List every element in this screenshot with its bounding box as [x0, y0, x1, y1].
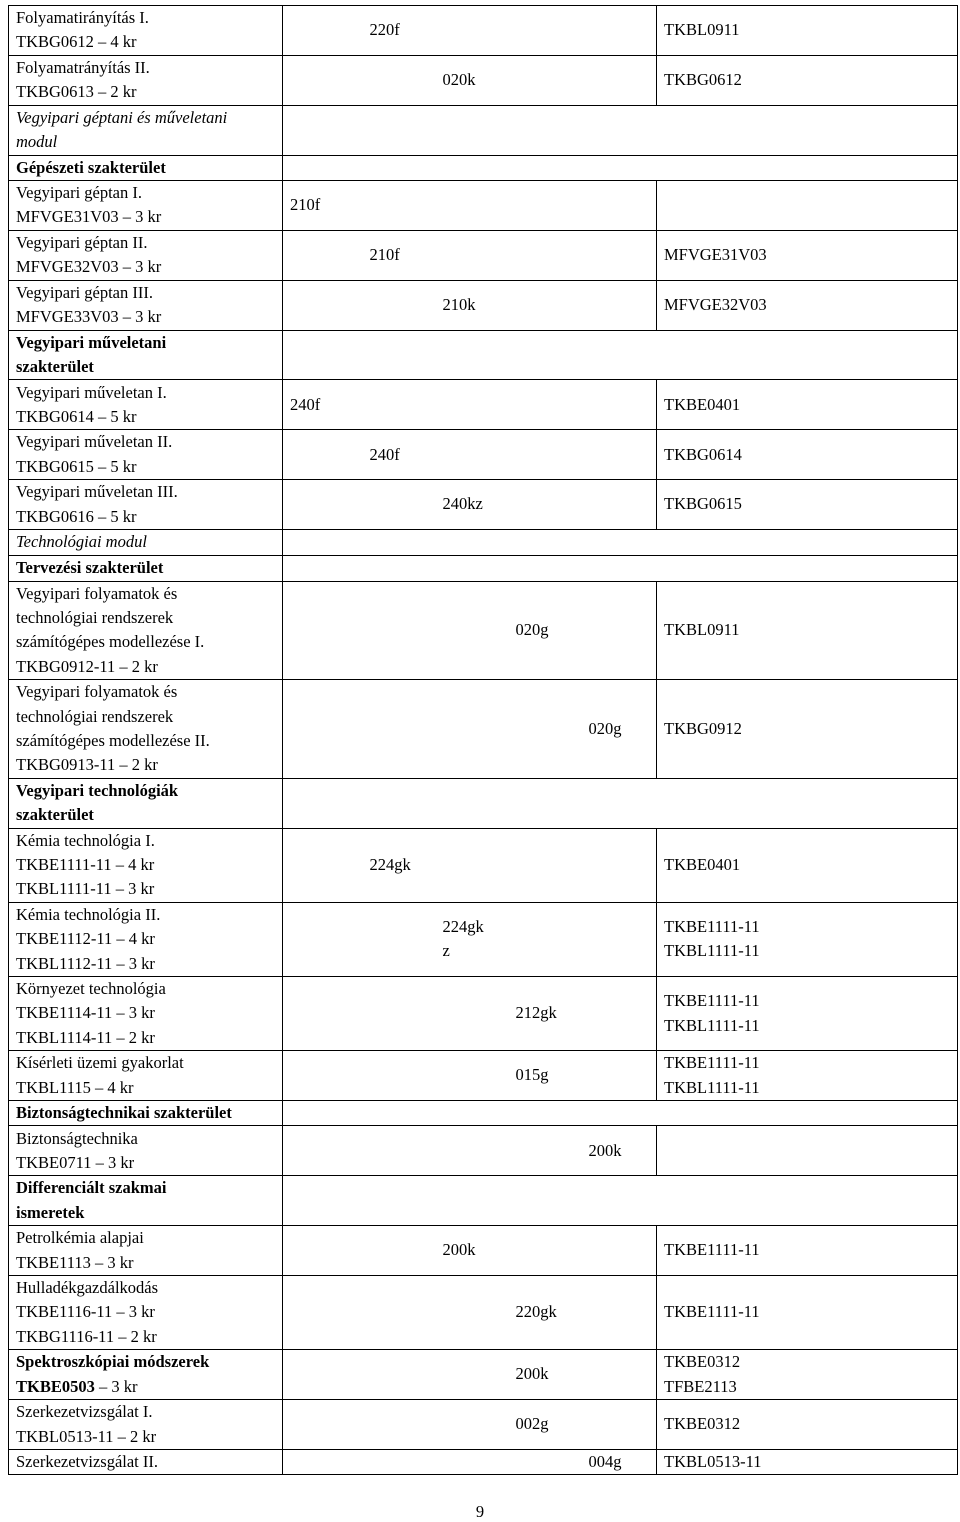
prerequisite-code: TKBE1111-11 — [664, 916, 760, 936]
prerequisite-cell — [657, 1051, 958, 1101]
semester-cell — [436, 230, 657, 280]
semester-cell — [363, 181, 657, 231]
course-line: MFVGE33V03 – 3 kr — [16, 307, 162, 327]
semester-cell — [436, 828, 657, 902]
course-row — [9, 1126, 958, 1176]
section-row — [9, 1101, 958, 1126]
prerequisite-cell — [657, 1400, 958, 1450]
semester-cell — [582, 1350, 657, 1400]
semester-code: 240kz — [436, 480, 509, 530]
course-row — [9, 828, 958, 902]
course-line: TKBE0503 – 3 kr — [16, 1376, 138, 1396]
course-name-cell — [9, 181, 283, 231]
course-line: TKBE1116-11 – 3 kr — [16, 1302, 155, 1322]
course-line: TKBL1114-11 – 2 kr — [16, 1027, 155, 1047]
semester-code: 224gk — [363, 828, 436, 902]
course-line: TKBE1112-11 – 4 kr — [16, 929, 155, 949]
course-name-cell — [9, 1051, 283, 1101]
semester-cell — [283, 581, 509, 680]
section-title — [9, 1176, 283, 1226]
course-line: Tervezési szakterület — [16, 558, 164, 578]
course-line: Vegyipari műveletan II. — [16, 432, 173, 452]
course-line: Környezet technológia — [16, 979, 166, 998]
semester-code: 224gk z — [436, 902, 509, 976]
empty-cell — [283, 1176, 958, 1226]
prerequisite-code: TKBE0401 — [664, 394, 741, 414]
prerequisite-cell — [657, 480, 958, 530]
prerequisite-code: TKBL0513-11 — [664, 1451, 762, 1471]
semester-cell — [582, 1051, 657, 1101]
prerequisite-code: TKBE0401 — [664, 854, 741, 874]
course-row — [9, 1051, 958, 1101]
prerequisite-cell — [657, 828, 958, 902]
course-line: Differenciált szakmai — [16, 1178, 167, 1198]
semester-cell — [509, 55, 657, 105]
empty-cell — [283, 330, 958, 380]
course-name-cell — [9, 1449, 283, 1474]
course-row — [9, 55, 958, 105]
course-name-cell — [9, 430, 283, 480]
semester-cell — [283, 902, 436, 976]
course-name-cell — [9, 828, 283, 902]
semester-code: 220gk — [509, 1276, 582, 1350]
semester-cell — [582, 1400, 657, 1450]
module-title — [9, 530, 283, 556]
course-line: Vegyipari folyamatok és — [16, 682, 178, 702]
semester-cell — [283, 1126, 582, 1176]
prerequisite-cell — [657, 1226, 958, 1276]
prerequisite-code: TKBL1111-11 — [664, 941, 760, 961]
course-name-cell — [9, 6, 283, 56]
course-line: számítógépes modellezése II. — [16, 730, 210, 750]
course-line: TKBL0513-11 – 2 kr — [16, 1426, 157, 1446]
prerequisite-code: TKBE1111-11 — [664, 1053, 760, 1073]
semester-code: 015g — [509, 1051, 582, 1101]
course-line: TKBE1114-11 – 3 kr — [16, 1003, 155, 1023]
course-line: TKBL1111-11 – 3 kr — [16, 879, 155, 899]
course-line: szakterület — [16, 805, 94, 825]
course-line: Szerkezetvizsgálat II. — [16, 1451, 159, 1471]
course-line: Kémia technológia I. — [16, 830, 155, 850]
semester-cell — [283, 1276, 509, 1350]
course-row — [9, 1400, 958, 1450]
page-number: 9 — [475, 1502, 485, 1521]
course-row — [9, 581, 958, 680]
course-name-cell — [9, 1126, 283, 1176]
semester-cell — [436, 6, 657, 56]
semester-cell — [283, 1400, 509, 1450]
semester-code: 240f — [363, 430, 436, 480]
prerequisite-cell — [657, 581, 958, 680]
prerequisite-code: TKBE0312 — [664, 1352, 741, 1372]
course-name-cell — [9, 280, 283, 330]
semester-cell — [283, 55, 436, 105]
section-title — [9, 778, 283, 828]
course-row — [9, 1449, 958, 1474]
course-line: technológiai rendszerek — [16, 607, 174, 627]
course-line: Hulladékgazdálkodás — [16, 1278, 159, 1298]
course-row — [9, 977, 958, 1051]
prerequisite-code: TKBG0615 — [664, 494, 742, 514]
course-name-cell — [9, 55, 283, 105]
semester-cell — [283, 430, 363, 480]
course-line: TKBG0616 – 5 kr — [16, 506, 137, 526]
module-title — [9, 105, 283, 155]
semester-code: 210k — [436, 280, 509, 330]
prerequisite-code: TKBE1111-11 — [664, 1240, 760, 1260]
course-line: TKBE0711 – 3 kr — [16, 1152, 135, 1172]
semester-cell — [283, 1226, 436, 1276]
prerequisite-code: MFVGE31V03 — [664, 245, 767, 265]
prerequisite-cell — [657, 680, 958, 779]
semester-code: 004g — [582, 1449, 657, 1474]
course-line: Vegyipari műveletan III. — [16, 482, 178, 502]
course-name-cell — [9, 1350, 283, 1400]
semester-cell — [283, 480, 436, 530]
empty-cell — [283, 530, 958, 556]
course-line: Vegyipari műveletani — [16, 332, 167, 352]
prerequisite-cell — [657, 1350, 958, 1400]
prerequisite-code: TKBL1111-11 — [664, 1015, 760, 1035]
course-line: MFVGE31V03 – 3 kr — [16, 207, 162, 227]
prerequisite-cell — [657, 230, 958, 280]
prerequisite-code: TKBG0612 — [664, 70, 742, 90]
prerequisite-code: TKBE0312 — [664, 1414, 741, 1434]
course-row — [9, 1276, 958, 1350]
section-title — [9, 556, 283, 581]
course-line: TKBG0912-11 – 2 kr — [16, 656, 158, 676]
semester-cell — [582, 581, 657, 680]
course-line: Folyamatirányítás I. — [16, 8, 149, 27]
prerequisite-code: TKBE1111-11 — [664, 1302, 760, 1322]
course-line: Folyamatrányítás II. — [16, 57, 150, 77]
course-row — [9, 1226, 958, 1276]
course-line: Vegyipari folyamatok és — [16, 583, 178, 603]
semester-cell — [283, 1051, 509, 1101]
empty-cell — [283, 778, 958, 828]
prerequisite-code: MFVGE32V03 — [664, 294, 767, 314]
course-row — [9, 480, 958, 530]
course-line: Kémia technológia II. — [16, 904, 161, 924]
course-name-cell — [9, 1400, 283, 1450]
semester-cell — [283, 6, 363, 56]
course-row — [9, 680, 958, 779]
course-line: Biztonságtechnika — [16, 1128, 138, 1148]
section-row — [9, 778, 958, 828]
course-line: TKBG0614 – 5 kr — [16, 406, 137, 426]
course-row — [9, 181, 958, 231]
semester-cell — [509, 902, 657, 976]
prerequisite-cell — [657, 280, 958, 330]
semester-code: 020k — [436, 55, 509, 105]
course-line: TKBG0615 – 5 kr — [16, 456, 137, 476]
prerequisite-cell — [657, 380, 958, 430]
semester-cell — [582, 1276, 657, 1350]
section-row — [9, 1176, 958, 1226]
course-line: Spektroszkópiai módszerek — [16, 1352, 210, 1372]
course-line: TKBG1116-11 – 2 kr — [16, 1326, 157, 1346]
semester-cell — [283, 680, 582, 779]
empty-cell — [283, 1101, 958, 1126]
semester-cell — [436, 430, 657, 480]
module-row — [9, 105, 958, 155]
semester-cell — [283, 280, 436, 330]
semester-cell — [509, 1226, 657, 1276]
course-name-cell — [9, 1276, 283, 1350]
course-line: TKBG0613 – 2 kr — [16, 82, 137, 102]
semester-cell — [283, 828, 363, 902]
empty-cell — [283, 155, 958, 180]
course-row — [9, 430, 958, 480]
prerequisite-cell — [657, 181, 958, 231]
semester-cell — [283, 977, 509, 1051]
semester-cell — [582, 977, 657, 1051]
course-line: TKBL1115 – 4 kr — [16, 1077, 134, 1097]
course-line: Petrolkémia alapjai — [16, 1228, 144, 1248]
semester-cell — [509, 280, 657, 330]
section-row — [9, 556, 958, 581]
semester-code: 210f — [363, 230, 436, 280]
prerequisite-cell — [657, 902, 958, 976]
prerequisite-cell — [657, 6, 958, 56]
course-name-cell — [9, 977, 283, 1051]
semester-code: 220f — [363, 6, 436, 56]
course-line: Kísérleti üzemi gyakorlat — [16, 1053, 184, 1073]
semester-code: 020g — [509, 581, 582, 680]
semester-code: 200k — [436, 1226, 509, 1276]
course-line: TKBG0612 – 4 kr — [16, 32, 137, 52]
semester-cell — [509, 480, 657, 530]
course-row — [9, 380, 958, 430]
course-name-cell — [9, 680, 283, 779]
prerequisite-cell — [657, 977, 958, 1051]
course-row — [9, 230, 958, 280]
semester-code: 002g — [509, 1400, 582, 1450]
course-line: ismeretek — [16, 1202, 85, 1222]
course-line: Szerkezetvizsgálat I. — [16, 1402, 153, 1422]
section-title — [9, 1101, 283, 1126]
curriculum-table — [8, 5, 958, 1475]
course-line: számítógépes modellezése I. — [16, 632, 205, 652]
empty-cell — [283, 556, 958, 581]
prerequisite-cell — [657, 1126, 958, 1176]
prerequisite-code: TKBL0911 — [664, 20, 740, 40]
prerequisite-cell — [657, 1276, 958, 1350]
course-line: modul — [16, 132, 58, 152]
course-line: Biztonságtechnikai szakterület — [16, 1103, 232, 1123]
section-row — [9, 330, 958, 380]
semester-code: 210f — [283, 181, 363, 231]
course-line: TKBE1111-11 – 4 kr — [16, 854, 155, 874]
course-line: TKBG0913-11 – 2 kr — [16, 755, 158, 775]
semester-cell — [283, 1449, 582, 1474]
course-line: technológiai rendszerek — [16, 706, 174, 726]
semester-cell — [283, 1350, 509, 1400]
course-line: Vegyipari géptan III. — [16, 282, 153, 302]
course-line: Technológiai modul — [16, 532, 147, 552]
semester-code: 200k — [509, 1350, 582, 1400]
course-name-cell — [9, 1226, 283, 1276]
course-line: Vegyipari technológiák — [16, 780, 179, 800]
prerequisite-code: TKBG0614 — [664, 444, 742, 464]
empty-cell — [283, 105, 958, 155]
course-row — [9, 6, 958, 56]
course-line: Gépészeti szakterület — [16, 157, 166, 177]
semester-cell — [363, 380, 657, 430]
prerequisite-cell — [657, 430, 958, 480]
semester-code: 020g — [582, 680, 657, 779]
semester-code: 200k — [582, 1126, 657, 1176]
prerequisite-code: TKBL0911 — [664, 620, 740, 640]
section-row — [9, 155, 958, 180]
semester-code: 240f — [283, 380, 363, 430]
course-name-cell — [9, 902, 283, 976]
prerequisite-cell — [657, 55, 958, 105]
prerequisite-code: TFBE2113 — [664, 1376, 737, 1396]
prerequisite-code: TKBG0912 — [664, 718, 742, 738]
course-name-cell — [9, 230, 283, 280]
course-row — [9, 1350, 958, 1400]
course-name-cell — [9, 480, 283, 530]
course-line: MFVGE32V03 – 3 kr — [16, 257, 162, 277]
course-line: Vegyipari műveletan I. — [16, 382, 167, 402]
prerequisite-cell — [657, 1449, 958, 1474]
course-name-cell — [9, 380, 283, 430]
module-row — [9, 530, 958, 556]
semester-code: 212gk — [509, 977, 582, 1051]
course-line: TKBL1112-11 – 3 kr — [16, 953, 155, 973]
prerequisite-code: TKBL1111-11 — [664, 1077, 760, 1097]
course-name-cell — [9, 581, 283, 680]
course-row — [9, 280, 958, 330]
prerequisite-code: TKBE1111-11 — [664, 991, 760, 1011]
course-line: szakterület — [16, 357, 94, 377]
section-title — [9, 330, 283, 380]
semester-cell — [283, 230, 363, 280]
course-line: Vegyipari géptani és műveletani — [16, 107, 228, 127]
course-line: TKBE1113 – 3 kr — [16, 1252, 134, 1272]
course-line: Vegyipari géptan II. — [16, 232, 148, 252]
section-title — [9, 155, 283, 180]
course-row — [9, 902, 958, 976]
course-line: Vegyipari géptan I. — [16, 183, 142, 203]
